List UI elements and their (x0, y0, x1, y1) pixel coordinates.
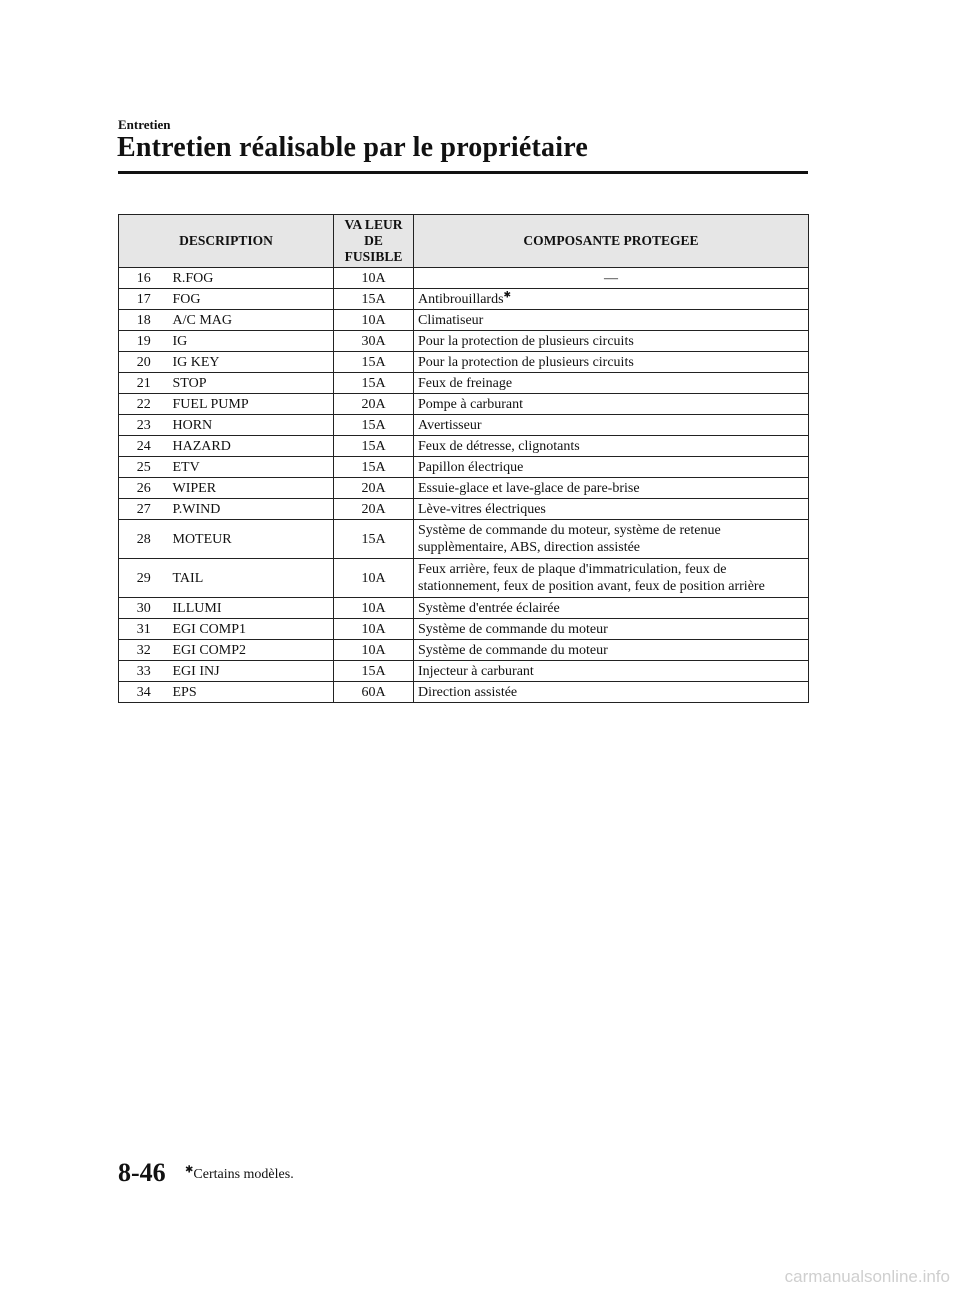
fuse-name-cell: HAZARD (169, 436, 334, 457)
fuse-amperage-cell: 10A (334, 310, 414, 331)
fuse-number-cell: 17 (119, 289, 169, 310)
fuse-number-cell: 19 (119, 331, 169, 352)
table-row (119, 598, 809, 619)
fuse-table (118, 214, 809, 703)
protected-component-cell: Feux de freinage (414, 373, 809, 394)
fuse-name-cell: WIPER (169, 478, 334, 499)
fuse-number-cell: 33 (119, 661, 169, 682)
fuse-name-cell: IG KEY (169, 352, 334, 373)
fuse-number-cell: 22 (119, 394, 169, 415)
table-row (119, 268, 809, 289)
fuse-name-cell: ETV (169, 457, 334, 478)
table-row (119, 436, 809, 457)
table-row (119, 640, 809, 661)
column-header-value-line: VA LEUR (344, 217, 403, 232)
component-text: Antibrouillards (418, 291, 504, 307)
asterisk-icon: ✱ (503, 288, 512, 299)
fuse-number-cell: 26 (119, 478, 169, 499)
table-row (119, 289, 809, 310)
fuse-amperage-cell: 15A (334, 661, 414, 682)
table-header-row (119, 215, 809, 268)
fuse-name-cell: R.FOG (169, 268, 334, 289)
fuse-amperage-cell: 30A (334, 331, 414, 352)
protected-component-cell: Lève-vitres électriques (414, 499, 809, 520)
fuse-amperage-cell: 10A (334, 268, 414, 289)
fuse-number-cell: 32 (119, 640, 169, 661)
protected-component-cell: Avertisseur (414, 415, 809, 436)
page-title: Entretien réalisable par le propriétaire (117, 132, 588, 163)
fuse-number-cell: 29 (119, 559, 169, 598)
table-row (119, 619, 809, 640)
table-row (119, 457, 809, 478)
fuse-number-cell: 34 (119, 682, 169, 703)
fuse-name-cell: FOG (169, 289, 334, 310)
fuse-name-cell: STOP (169, 373, 334, 394)
protected-component-cell: Système de commande du moteur (414, 619, 809, 640)
table-row (119, 559, 809, 598)
fuse-amperage-cell: 15A (334, 520, 414, 559)
fuse-name-cell: IG (169, 331, 334, 352)
fuse-table-body (119, 268, 809, 703)
fuse-number-cell: 20 (119, 352, 169, 373)
fuse-number-cell: 21 (119, 373, 169, 394)
protected-component-cell: Système d'entrée éclairée (414, 598, 809, 619)
fuse-amperage-cell: 10A (334, 559, 414, 598)
protected-component-cell: Système de commande du moteur, système de retenue supplèmentaire, ABS, direction assistée (414, 520, 809, 559)
fuse-number-cell: 25 (119, 457, 169, 478)
fuse-amperage-cell: 15A (334, 415, 414, 436)
fuse-amperage-cell: 10A (334, 640, 414, 661)
table-row (119, 352, 809, 373)
fuse-number-cell: 28 (119, 520, 169, 559)
fuse-amperage-cell: 20A (334, 478, 414, 499)
table-row (119, 373, 809, 394)
watermark: carmanualsonline.info (784, 1267, 950, 1286)
column-header-value-line: DE (364, 233, 383, 248)
table-row (119, 661, 809, 682)
table-row (119, 310, 809, 331)
title-divider (118, 171, 808, 174)
protected-component-cell: Pompe à carburant (414, 394, 809, 415)
table-row (119, 331, 809, 352)
table-row (119, 478, 809, 499)
footnote (185, 1164, 294, 1183)
fuse-name-cell: MOTEUR (169, 520, 334, 559)
page-number: 8-46 (118, 1158, 166, 1187)
protected-component-cell: Pour la protection de plusieurs circuits (414, 352, 809, 373)
fuse-name-cell: HORN (169, 415, 334, 436)
fuse-amperage-cell: 20A (334, 394, 414, 415)
fuse-amperage-cell: 20A (334, 499, 414, 520)
table-row (119, 682, 809, 703)
fuse-amperage-cell: 15A (334, 289, 414, 310)
table-row (119, 499, 809, 520)
fuse-amperage-cell: 15A (334, 352, 414, 373)
table-row (119, 415, 809, 436)
protected-component-cell: Feux arrière, feux de plaque d'immatriculation, feux de stationnement, feux de position avant, feux de position arrière (414, 559, 809, 598)
fuse-name-cell: EPS (169, 682, 334, 703)
fuse-name-cell: FUEL PUMP (169, 394, 334, 415)
fuse-number-cell: 30 (119, 598, 169, 619)
fuse-number-cell: 27 (119, 499, 169, 520)
fuse-amperage-cell: 60A (334, 682, 414, 703)
protected-component-cell: Papillon électrique (414, 457, 809, 478)
protected-component-cell: — (414, 268, 809, 289)
fuse-name-cell: ILLUMI (169, 598, 334, 619)
section-label: Entretien (118, 117, 171, 132)
footnote-text: Certains modèles. (193, 1167, 294, 1182)
protected-component-cell: Climatiseur (414, 310, 809, 331)
protected-component-cell: Direction assistée (414, 682, 809, 703)
protected-component-cell: Injecteur à carburant (414, 661, 809, 682)
fuse-name-cell: TAIL (169, 559, 334, 598)
fuse-amperage-cell: 15A (334, 436, 414, 457)
protected-component-cell: Pour la protection de plusieurs circuits (414, 331, 809, 352)
fuse-amperage-cell: 10A (334, 598, 414, 619)
column-header-value (334, 215, 414, 268)
fuse-amperage-cell: 15A (334, 457, 414, 478)
table-row (119, 520, 809, 559)
fuse-number-cell: 31 (119, 619, 169, 640)
table-row (119, 394, 809, 415)
protected-component-cell: Système de commande du moteur (414, 640, 809, 661)
protected-component-cell (414, 289, 809, 310)
column-header-component: COMPOSANTE PROTEGEE (414, 215, 809, 268)
fuse-name-cell: A/C MAG (169, 310, 334, 331)
fuse-name-cell: EGI INJ (169, 661, 334, 682)
fuse-name-cell: EGI COMP1 (169, 619, 334, 640)
fuse-number-cell: 24 (119, 436, 169, 457)
fuse-number-cell: 16 (119, 268, 169, 289)
protected-component-cell: Feux de détresse, clignotants (414, 436, 809, 457)
column-header-value-line: FUSIBLE (344, 249, 403, 264)
protected-component-cell: Essuie-glace et lave-glace de pare-brise (414, 478, 809, 499)
fuse-amperage-cell: 10A (334, 619, 414, 640)
column-header-description: DESCRIPTION (119, 215, 334, 268)
fuse-number-cell: 18 (119, 310, 169, 331)
fuse-name-cell: EGI COMP2 (169, 640, 334, 661)
fuse-name-cell: P.WIND (169, 499, 334, 520)
fuse-number-cell: 23 (119, 415, 169, 436)
fuse-amperage-cell: 15A (334, 373, 414, 394)
footnote-asterisk-icon: ✱ (185, 1164, 194, 1176)
